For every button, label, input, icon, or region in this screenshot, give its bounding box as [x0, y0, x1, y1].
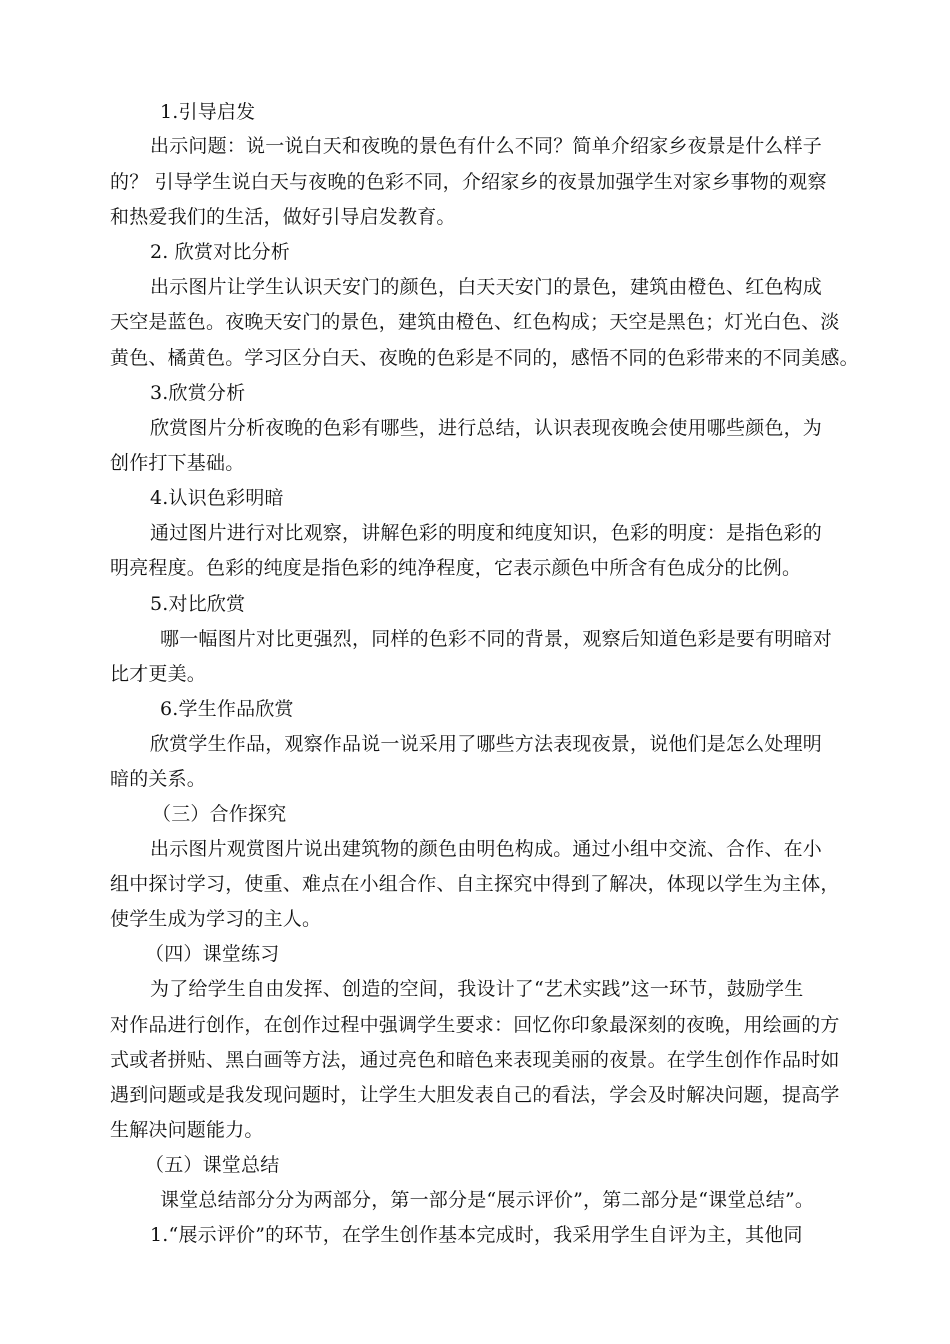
paragraph-line: 使学生成为学习的主人。 — [110, 908, 322, 930]
paragraph-line: 式或者拼贴、黑白画等方法，通过亮色和暗色来表现美丽的夜景。在学生创作作品时如 — [110, 1049, 840, 1071]
paragraph-line: 对作品进行创作，在创作过程中强调学生要求：回忆你印象最深刻的夜晚，用绘画的方 — [110, 1014, 840, 1036]
paragraph-line: 遇到问题或是我发现问题时，让学生大胆发表自己的看法，学会及时解决问题，提高学 — [110, 1084, 840, 1106]
paragraph-line: 暗的关系。 — [110, 768, 207, 790]
heading-guidance: 1.引导启发 — [160, 101, 256, 123]
heading-classroom-summary: （五）课堂总结 — [145, 1154, 280, 1176]
heading-classroom-practice: （四）课堂练习 — [145, 943, 280, 965]
heading-cooperative-inquiry: （三）合作探究 — [152, 803, 287, 825]
paragraph-line: 通过图片进行对比观察，讲解色彩的明度和纯度知识，色彩的明度：是指色彩的 — [150, 522, 823, 544]
paragraph-line: 为了给学生自由发挥、创造的空间，我设计了“艺术实践”这一环节，鼓励学生 — [150, 978, 804, 1000]
heading-appreciation-compare: 2. 欣赏对比分析 — [150, 241, 290, 263]
paragraph-line: 天空是蓝色。夜晚天安门的景色，建筑由橙色、红色构成；天空是黑色；灯光白色、淡 — [110, 311, 840, 333]
paragraph-line: 和热爱我们的生活，做好引导启发教育。 — [110, 206, 456, 228]
paragraph-line: 组中探讨学习，使重、难点在小组合作、自主探究中得到了解决，体现以学生为主体， — [110, 873, 840, 895]
paragraph-line: 出示图片观赏图片说出建筑物的颜色由明色构成。通过小组中交流、合作、在小 — [150, 838, 823, 860]
paragraph-line: 的？ 引导学生说白天与夜晚的色彩不同，介绍家乡的夜景加强学生对家乡事物的观察 — [110, 171, 827, 193]
paragraph-line: 欣赏学生作品，观察作品说一说采用了哪些方法表现夜景，说他们是怎么处理明 — [150, 733, 823, 755]
paragraph-line: 创作打下基础。 — [110, 452, 245, 474]
paragraph-line: 课堂总结部分分为两部分，第一部分是“展示评价”，第二部分是“课堂总结”。 — [160, 1189, 815, 1211]
heading-contrast-appreciation: 5.对比欣赏 — [150, 593, 246, 615]
paragraph-line: 生解决问题能力。 — [110, 1119, 264, 1141]
heading-appreciation-analysis: 3.欣赏分析 — [150, 382, 246, 404]
heading-student-works: 6.学生作品欣赏 — [160, 698, 294, 720]
paragraph-line: 明亮程度。色彩的纯度是指色彩的纯净程度，它表示颜色中所含有色成分的比例。 — [110, 557, 802, 579]
paragraph-line: 哪一幅图片对比更强烈，同样的色彩不同的背景，观察后知道色彩是要有明暗对 — [160, 628, 833, 650]
paragraph-line: 出示问题：说一说白天和夜晚的景色有什么不同？简单介绍家乡夜景是什么样子 — [150, 135, 823, 157]
heading-color-brightness: 4.认识色彩明暗 — [150, 487, 284, 509]
paragraph-line: 欣赏图片分析夜晚的色彩有哪些，进行总结，认识表现夜晚会使用哪些颜色，为 — [150, 417, 823, 439]
paragraph-line: 比才更美。 — [110, 663, 207, 685]
paragraph-line: 1.“展示评价”的环节，在学生创作基本完成时，我采用学生自评为主，其他同 — [150, 1224, 803, 1246]
paragraph-line: 出示图片让学生认识天安门的颜色，白天天安门的景色，建筑由橙色、红色构成 — [150, 276, 823, 298]
paragraph-line: 黄色、橘黄色。学习区分白天、夜晚的色彩是不同的，感悟不同的色彩带来的不同美感。 — [110, 347, 859, 369]
